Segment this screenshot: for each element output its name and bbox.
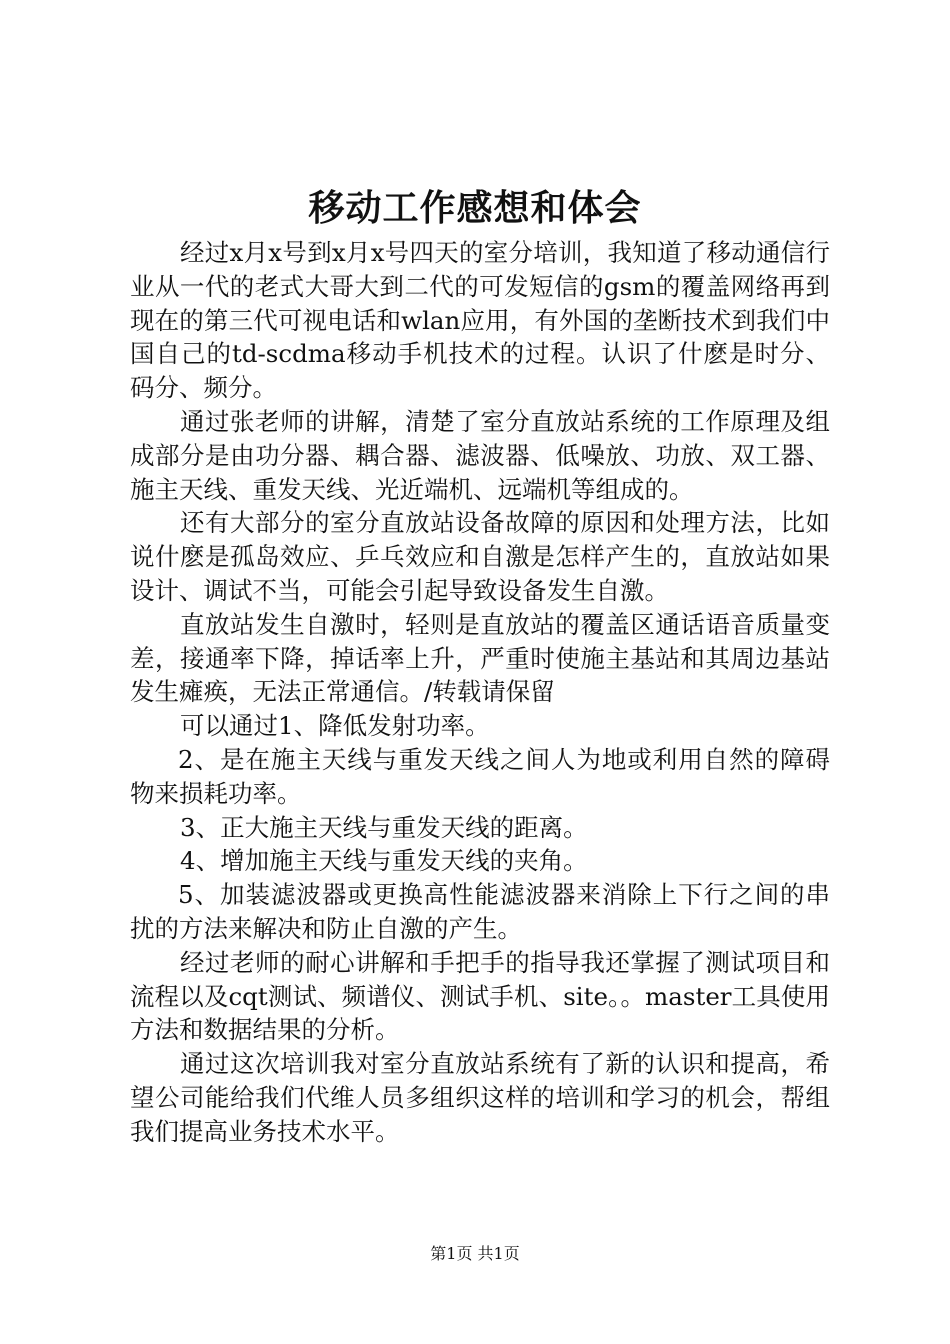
paragraph-intro: 经过x月x号到x月x号四天的室分培训，我知道了移动通信行业从一代的老式大哥大到二代的可发短信的gsm的覆盖网络再到现在的第三代可视电话和wlan应用，有外国的垄断技术到我们中国自己的td-scdma移动手机技术的过程。认识了什麽是时分、码分、频分。	[130, 238, 830, 403]
paragraph-self-excitation: 直放站发生自激时，轻则是直放站的覆盖区通话语音质量变差，接通率下降，掉话率上升，严重时使施主基站和其周边基站发生瘫痪，无法正常通信。/转载请保留	[130, 609, 830, 707]
paragraph-method-4: 4、增加施主天线与重发天线的夹角。	[180, 846, 588, 876]
document-title: 移动工作感想和体会	[308, 187, 642, 229]
paragraph-method-1: 可以通过1、降低发射功率。	[180, 711, 490, 741]
paragraph-conclusion: 通过这次培训我对室分直放站系统有了新的认识和提高，希望公司能给我们代维人员多组织这样的培训和学习的机会，帮组我们提高业务技术水平。	[130, 1049, 830, 1146]
paragraph-method-5: 5、加装滤波器或更换高性能滤波器来消除上下行之间的串扰的方法来解决和防止自激的产生。	[130, 880, 830, 943]
paragraph-faults: 还有大部分的室分直放站设备故障的原因和处理方法，比如说什麽是孤岛效应、乒乓效应和自激是怎样产生的，直放站如果设计、调试不当，可能会引起导致设备发生自激。	[130, 508, 830, 605]
document-body	[130, 236, 830, 1149]
page-footer: 第1页 共1页	[430, 1244, 520, 1263]
paragraph-method-2: 2、是在施主天线与重发天线之间人为地或利用自然的障碍物来损耗功率。	[130, 744, 830, 808]
paragraph-method-3: 3、正大施主天线与重发天线的距离。	[180, 812, 588, 842]
paragraph-teacher-lecture: 通过张老师的讲解，清楚了室分直放站系统的工作原理及组成部分是由功分器、耦合器、滤波器、低噪放、功放、双工器、施主天线、重发天线、光近端机、远端机等组成的。	[130, 406, 830, 504]
paragraph-testing: 经过老师的耐心讲解和手把手的指导我还掌握了测试项目和流程以及cqt测试、频谱仪、测试手机、site。。master工具使用方法和数据结果的分析。	[130, 947, 830, 1045]
